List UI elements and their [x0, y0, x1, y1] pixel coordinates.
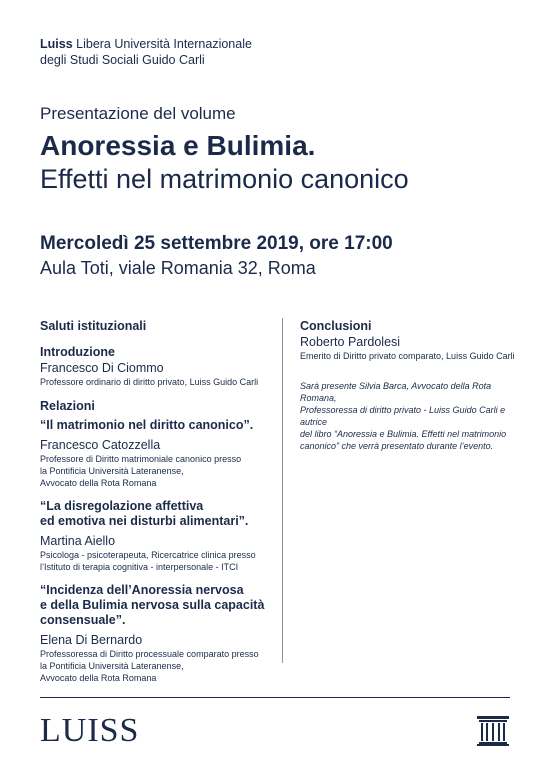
book-title: Anoressia e Bulimia. — [40, 130, 316, 161]
speaker-role-line: la Pontificia Università Lateranense, — [40, 661, 184, 671]
speaker-role: Emerito di Diritto privato comparato, Luiss Guido Carli — [300, 351, 515, 361]
title-block — [40, 103, 530, 196]
institution-name-part1: Libera Università Internazionale — [76, 37, 252, 51]
speaker-name: Francesco Di Ciommo — [40, 361, 164, 375]
luiss-logo: LUISS — [40, 712, 140, 749]
speaker-role-line: l’Istituto di terapia cognitiva - interpersonale - ITCI — [40, 562, 239, 572]
speaker-name: Francesco Catozzella — [40, 438, 161, 452]
speaker-name: Roberto Pardolesi — [300, 335, 401, 349]
brand-name: Luiss — [40, 37, 73, 51]
speaker-role: Professore ordinario di diritto privato, Luiss Guido Carli — [40, 377, 259, 387]
speaker-role-line: Avvocato della Rota Romana — [40, 673, 157, 683]
event-info — [40, 232, 530, 280]
author-note-line: Sarà presente Silvia Barca, Avvocato della Rota Romana, — [300, 381, 492, 403]
speaker-name: Elena Di Bernardo — [40, 633, 143, 647]
column-pillar-icon — [476, 715, 510, 747]
talk-title-line: “La disregolazione affettiva — [40, 499, 204, 513]
relazioni-heading: Relazioni — [40, 399, 95, 413]
author-note-line: Professoressa di diritto privato - Luiss Guido Carli e autrice — [300, 405, 506, 427]
saluti-heading: Saluti istituzionali — [40, 319, 147, 333]
speaker-role-line: Professore di Diritto matrimoniale canonico presso — [40, 454, 242, 464]
program-left-column — [40, 318, 265, 684]
book-subtitle: Effetti nel matrimonio canonico — [40, 164, 409, 194]
speaker-role-line: Professoressa di Diritto processuale comparato presso — [40, 649, 259, 659]
talk-title-line: “Incidenza dell’Anoressia nervosa — [40, 583, 244, 597]
conclusioni-heading: Conclusioni — [300, 319, 372, 333]
column-divider — [282, 318, 283, 663]
speaker-role-line: Avvocato della Rota Romana — [40, 478, 157, 488]
event-place: Aula Toti, viale Romania 32, Roma — [40, 258, 316, 278]
institution-name-part2: degli Studi Sociali Guido Carli — [40, 53, 205, 67]
talk-title-line: consensuale”. — [40, 613, 126, 627]
speaker-name: Martina Aiello — [40, 534, 116, 548]
speaker-role-line: la Pontificia Università Lateranense, — [40, 466, 184, 476]
program-right-column — [300, 318, 520, 452]
author-note-line: del libro “Anoressia e Bulimia. Effetti nel matrimonio — [300, 429, 507, 439]
author-note — [300, 380, 520, 452]
institution-header — [40, 36, 252, 68]
talk-title-line: ed emotiva nei disturbi alimentari”. — [40, 514, 249, 528]
speaker-role-line: Psicologa - psicoterapeuta, Ricercatrice clinica presso — [40, 550, 256, 560]
event-date: Mercoledì 25 settembre 2019, ore 17:00 — [40, 233, 393, 254]
presentation-label: Presentazione del volume — [40, 104, 236, 123]
footer-divider — [40, 697, 510, 698]
talk-title: “Il matrimonio nel diritto canonico”. — [40, 418, 254, 432]
introduzione-heading: Introduzione — [40, 345, 115, 359]
institution-line-1 — [40, 36, 252, 52]
talk-title-line: e della Bulimia nervosa sulla capacità — [40, 598, 265, 612]
author-note-line: canonico” che verrà presentato durante l’evento. — [300, 441, 494, 451]
